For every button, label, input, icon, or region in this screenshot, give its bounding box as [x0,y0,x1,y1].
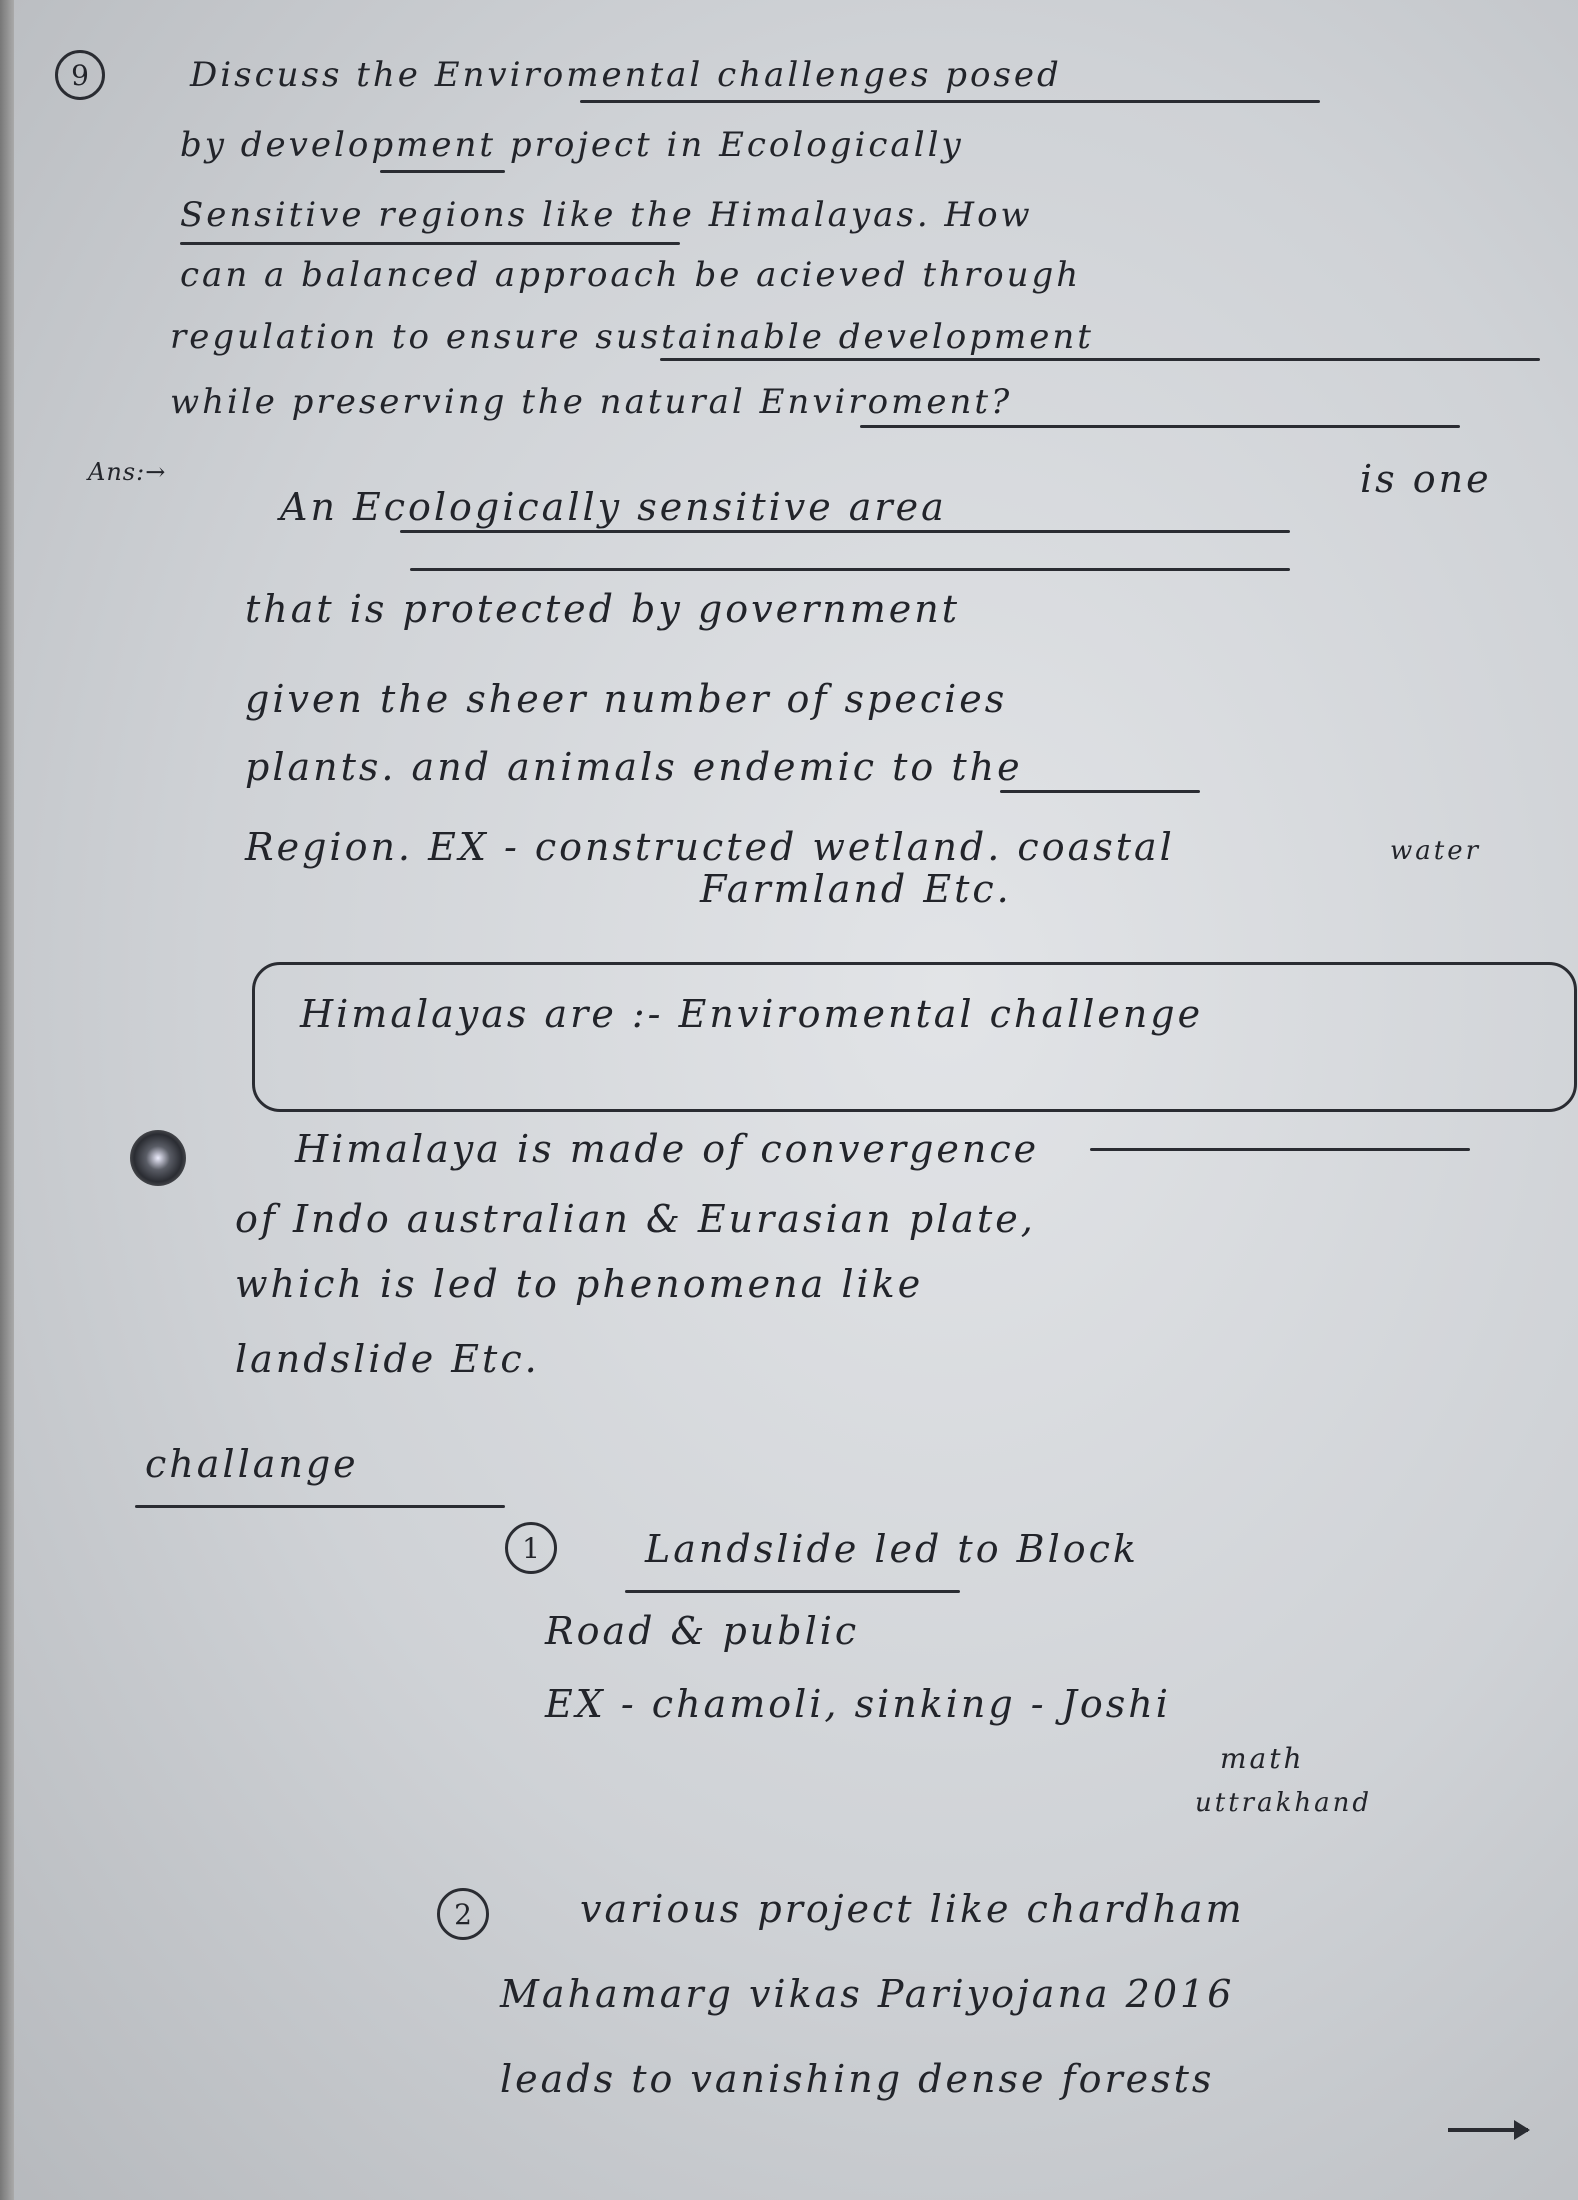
bullet-line-4: landslide Etc. [235,1337,540,1381]
question-number: 9 [55,50,105,100]
item-2-line-2: Mahamarg vikas Pariyojana 2016 [500,1972,1235,2016]
underline [625,1590,960,1593]
underline [135,1505,505,1508]
question-line-5: regulation to ensure sustainable development [170,317,1094,357]
bullet-dot-icon [130,1130,186,1186]
answer-intro-line-5: Region. EX - constructed wetland. coastal [245,825,1175,869]
box-heading: Himalayas are :- Enviromental challenge [300,992,1204,1036]
item-2-line-3: leads to vanishing dense forests [500,2057,1215,2101]
answer-intro-line-4: plants. and animals endemic to the [245,745,1023,789]
item-1-line-1: Landslide led to Block [645,1527,1139,1571]
answer-intro-line-1b: is one [1360,457,1492,501]
bullet-line-2: of Indo australian & Eurasian plate, [235,1197,1036,1241]
underline [860,425,1460,428]
item-1-line-3: EX - chamoli, sinking - Joshi [545,1682,1171,1726]
item-number-2: 2 [437,1888,489,1940]
underline [580,100,1320,103]
question-line-4: can a balanced approach be acieved through [180,255,1082,295]
answer-prefix: Ans:→ [88,458,167,486]
underline [380,170,505,173]
question-line-3: Sensitive regions like the Himalayas. How [180,195,1033,235]
bullet-line-3: which is led to phenomena like [235,1262,924,1306]
underline [1000,790,1200,793]
underline [410,568,1290,571]
notebook-binding-edge [0,0,14,2200]
underline [660,358,1540,361]
question-line-2: by development project in Ecologically [180,125,964,165]
answer-intro-line-1: An Ecologically sensitive area [280,485,947,529]
answer-intro-line-3: given the sheer number of species [245,677,1008,721]
item-1-line-4: math [1220,1742,1305,1775]
answer-intro-line-5b: water [1390,836,1482,866]
answer-intro-line-6: Farmland Etc. [700,867,1012,911]
underline [400,530,1290,533]
item-1-line-5: uttrakhand [1195,1788,1372,1818]
answer-intro-line-2: that is protected by government [245,587,960,631]
item-2-line-1: various project like chardham [580,1887,1245,1931]
continue-arrow-icon [1448,2128,1528,2132]
bullet-line-1: Himalaya is made of convergence [295,1127,1040,1171]
item-1-line-2: Road & public [545,1609,860,1653]
question-line-1: Discuss the Enviromental challenges posed [190,55,1062,95]
underline [1090,1148,1470,1151]
item-number-1: 1 [505,1522,557,1574]
challenge-heading: challange [145,1442,359,1486]
question-line-6: while preserving the natural Enviroment? [170,382,1013,422]
heading-box [252,962,1577,1112]
underline [180,242,680,245]
